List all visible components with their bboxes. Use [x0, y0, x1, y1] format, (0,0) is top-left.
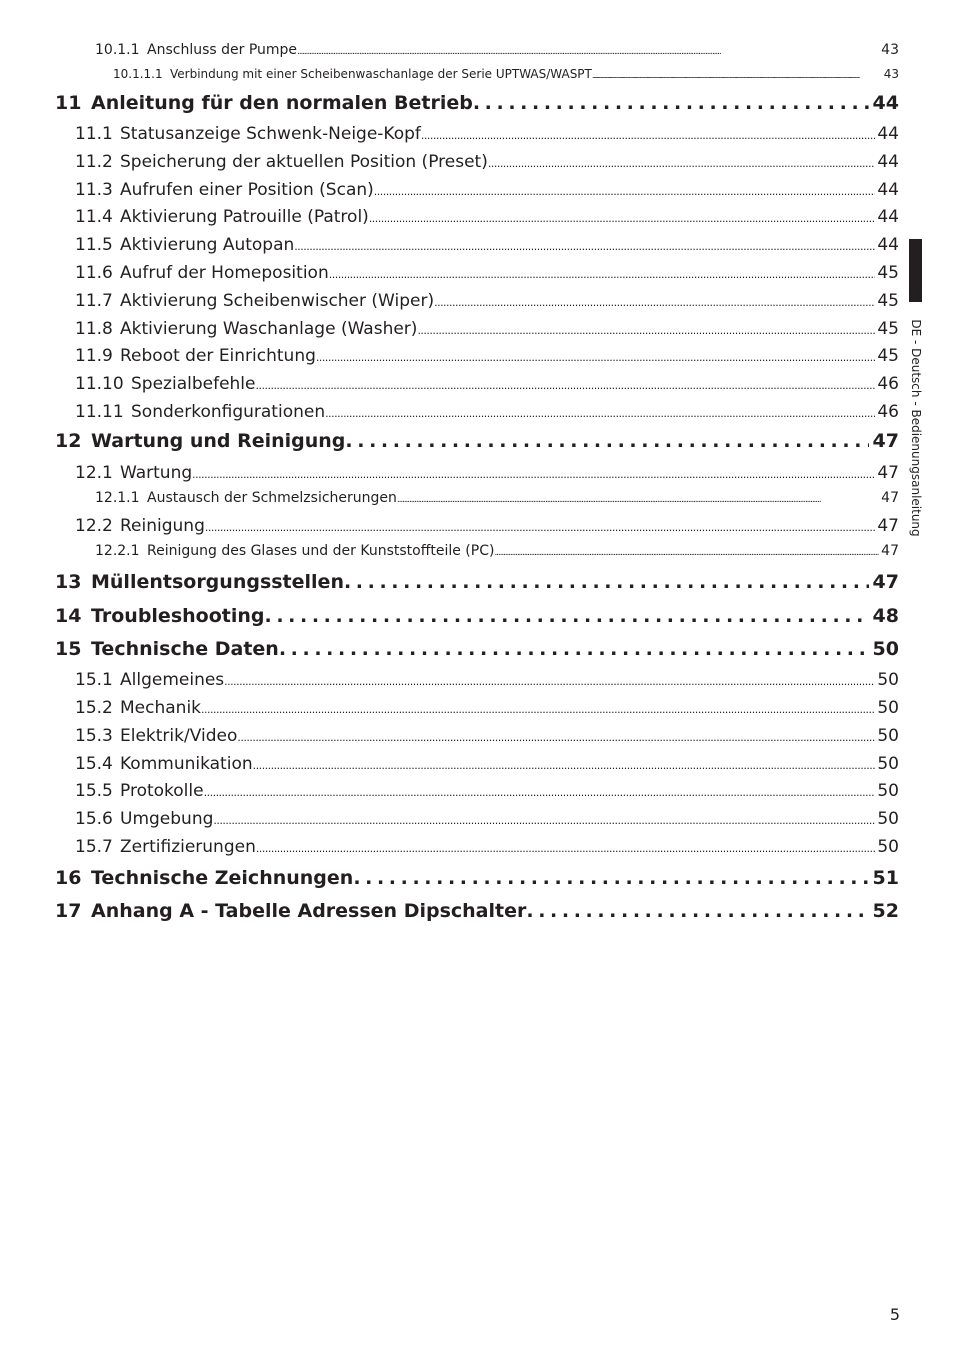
toc-entry-title: Elektrik/Video	[120, 726, 238, 746]
dot-leader	[192, 468, 875, 481]
toc-entry-number: 17	[55, 900, 82, 922]
dot-leader	[345, 430, 868, 452]
toc-entry[interactable]	[0, 180, 954, 202]
toc-entry[interactable]	[0, 374, 954, 396]
toc-entry-page: 44	[877, 180, 899, 200]
toc-entry-page: 47	[872, 571, 899, 593]
toc-entry[interactable]	[0, 263, 954, 285]
dot-leader	[201, 703, 875, 716]
toc-entry[interactable]	[0, 698, 954, 720]
dot-leader	[325, 407, 875, 420]
toc-entry-title: Allgemeines	[120, 670, 225, 690]
toc-entry-number: 11.4	[75, 207, 113, 227]
toc-entry[interactable]	[0, 207, 954, 229]
dot-leader	[397, 495, 879, 505]
toc-entry-page: 47	[881, 543, 899, 559]
toc-entry[interactable]	[0, 638, 954, 662]
toc-entry-number: 12.1.1	[95, 490, 140, 506]
toc-entry-title: Technische Zeichnungen	[91, 867, 354, 889]
toc-entry[interactable]	[0, 867, 954, 891]
toc-entry[interactable]	[0, 571, 954, 595]
toc-entry-number: 12.1	[75, 463, 113, 483]
toc-entry-number: 15.1	[75, 670, 113, 690]
toc-entry-page: 47	[877, 516, 899, 536]
toc-entry-number: 15.7	[75, 837, 113, 857]
dot-leader	[294, 240, 875, 253]
toc-entry[interactable]	[0, 319, 954, 341]
toc-entry-title: Zertifizierungen	[120, 837, 256, 857]
dot-leader	[224, 675, 875, 688]
dot-leader	[265, 605, 869, 627]
toc-entry-page: 50	[877, 809, 899, 829]
toc-entry-title: Troubleshooting	[91, 605, 265, 627]
toc-entry-page: 50	[877, 698, 899, 718]
toc-entry-page: 45	[877, 263, 899, 283]
toc-entry-number: 15.4	[75, 754, 113, 774]
toc-entry-number: 14	[55, 605, 82, 627]
dot-leader	[297, 47, 879, 57]
toc-entry-number: 15.2	[75, 698, 113, 718]
toc-entry-number: 11.9	[75, 346, 113, 366]
toc-entry-page: 46	[877, 374, 899, 394]
toc-entry-number: 11.6	[75, 263, 113, 283]
dot-leader	[279, 638, 869, 660]
toc-entry-number: 11.2	[75, 152, 113, 172]
toc-entry-title: Reinigung	[120, 516, 205, 536]
language-tab-marker	[909, 239, 922, 302]
toc-entry[interactable]	[0, 837, 954, 859]
toc-entry-number: 16	[55, 867, 82, 889]
toc-entry-number: 11.7	[75, 291, 113, 311]
toc-entry-title: Protokolle	[120, 781, 204, 801]
toc-entry-title: Spezialbefehle	[131, 374, 256, 394]
toc-entry-title: Kommunikation	[120, 754, 253, 774]
toc-entry-title: Aktivierung Patrouille (Patrol)	[120, 207, 369, 227]
toc-entry-title: Müllentsorgungsstellen	[91, 571, 344, 593]
toc-entry[interactable]	[0, 900, 954, 924]
toc-entry-number: 11.3	[75, 180, 113, 200]
toc-entry-number: 11.10	[75, 374, 124, 394]
dot-leader	[488, 157, 876, 170]
toc-entry-title: Umgebung	[120, 809, 214, 829]
dot-leader	[417, 324, 875, 337]
toc-entry[interactable]	[0, 754, 954, 776]
toc-entry-title: Sonderkonfigurationen	[131, 402, 326, 422]
toc-entry-number: 11.5	[75, 235, 113, 255]
toc-entry[interactable]	[0, 490, 954, 508]
toc-entry[interactable]	[0, 516, 954, 538]
toc-entry-number: 11.11	[75, 402, 124, 422]
toc-entry[interactable]	[0, 67, 954, 83]
toc-entry-title: Wartung	[120, 463, 193, 483]
toc-entry[interactable]	[0, 605, 954, 629]
toc-entry-number: 15.3	[75, 726, 113, 746]
dot-leader	[421, 129, 875, 142]
toc-entry[interactable]	[0, 430, 954, 454]
toc-entry-title: Wartung und Reinigung	[91, 430, 346, 452]
dot-leader	[205, 521, 876, 534]
toc-entry-page: 44	[877, 124, 899, 144]
toc-entry-page: 45	[877, 319, 899, 339]
toc-entry-title: Mechanik	[120, 698, 202, 718]
toc-entry-page: 46	[877, 402, 899, 422]
toc-entry[interactable]	[0, 124, 954, 146]
toc-entry[interactable]	[0, 235, 954, 257]
toc-entry-title: Speicherung der aktuellen Position (Preset)	[120, 152, 488, 172]
dot-leader	[253, 759, 876, 772]
dot-leader	[237, 731, 875, 744]
toc-entry-page: 43	[883, 67, 899, 81]
toc-entry-page: 50	[877, 726, 899, 746]
toc-entry-title: Austausch der Schmelzsicherungen	[147, 490, 397, 506]
toc-entry-page: 44	[877, 207, 899, 227]
toc-entry-title: Anschluss der Pumpe	[147, 42, 298, 58]
toc-entry-page: 48	[872, 605, 899, 627]
toc-entry-page: 45	[877, 346, 899, 366]
toc-entry-number: 13	[55, 571, 82, 593]
toc-entry-title: Verbindung mit einer Scheibenwaschanlage der Serie UPTWAS/WASPT	[170, 67, 592, 81]
toc-entry-title: Statusanzeige Schwenk-Neige-Kopf	[120, 124, 421, 144]
toc-entry[interactable]	[0, 670, 954, 692]
dot-leader	[255, 379, 875, 392]
toc-entry-title: Anleitung für den normalen Betrieb	[91, 92, 473, 114]
toc-entry-page: 43	[881, 42, 899, 58]
dot-leader	[494, 548, 879, 558]
toc-entry-page: 50	[877, 754, 899, 774]
toc-entry-number: 12.2	[75, 516, 113, 536]
toc-entry[interactable]	[0, 402, 954, 424]
toc-entry-title: Technische Daten	[91, 638, 279, 660]
toc-entry-page: 52	[872, 900, 899, 922]
dot-leader	[374, 185, 876, 198]
toc-entry-page: 44	[877, 152, 899, 172]
toc-entry[interactable]	[0, 781, 954, 803]
toc-entry-page: 51	[872, 867, 899, 889]
toc-entry[interactable]	[0, 346, 954, 368]
side-language-label: DE - Deutsch - Bedienungsanleitung	[909, 319, 923, 537]
toc-entry-title: Aktivierung Scheibenwischer (Wiper)	[120, 291, 435, 311]
toc-entry-number: 11	[55, 92, 82, 114]
dot-leader	[329, 268, 876, 281]
toc-entry-page: 47	[881, 490, 899, 506]
toc-entry-page: 44	[877, 235, 899, 255]
toc-entry-title: Anhang A - Tabelle Adressen Dipschalter	[91, 900, 527, 922]
toc-entry-number: 15.6	[75, 809, 113, 829]
dot-leader	[369, 212, 876, 225]
toc-entry[interactable]	[0, 543, 954, 561]
toc-entry-number: 12.2.1	[95, 543, 140, 559]
dot-leader	[592, 71, 882, 80]
toc-entry-page: 50	[877, 781, 899, 801]
dot-leader	[213, 814, 875, 827]
toc-entry-number: 11.1	[75, 124, 113, 144]
dot-leader	[353, 867, 868, 889]
toc-entry[interactable]	[0, 809, 954, 831]
toc-entry-title: Reinigung des Glases und der Kunststoffteile (PC)	[147, 543, 495, 559]
dot-leader	[344, 571, 869, 593]
toc-entry-title: Aktivierung Autopan	[120, 235, 295, 255]
toc-entry-number: 10.1.1	[95, 42, 140, 58]
toc-entry[interactable]	[0, 291, 954, 313]
toc-entry[interactable]	[0, 92, 954, 116]
toc-entry-title: Aktivierung Waschanlage (Washer)	[120, 319, 418, 339]
dot-leader	[256, 842, 876, 855]
toc-entry-number: 15.5	[75, 781, 113, 801]
toc-entry-page: 47	[877, 463, 899, 483]
toc-entry-number: 12	[55, 430, 82, 452]
toc-entry-page: 50	[877, 670, 899, 690]
dot-leader	[526, 900, 868, 922]
dot-leader	[434, 296, 875, 309]
toc-entry[interactable]	[0, 726, 954, 748]
toc-entry-page: 45	[877, 291, 899, 311]
toc-entry[interactable]	[0, 42, 954, 60]
toc-entry[interactable]	[0, 152, 954, 174]
toc-entry-number: 10.1.1.1	[113, 67, 163, 81]
toc-entry-page: 50	[877, 837, 899, 857]
toc-entry-page: 44	[872, 92, 899, 114]
dot-leader	[316, 351, 875, 364]
dot-leader	[473, 92, 869, 114]
page-number: 5	[889, 1305, 900, 1324]
toc-entry-title: Reboot der Einrichtung	[120, 346, 316, 366]
toc-entry-title: Aufrufen einer Position (Scan)	[120, 180, 374, 200]
toc-entry-title: Aufruf der Homeposition	[120, 263, 329, 283]
dot-leader	[204, 786, 876, 799]
toc-entry-page: 47	[872, 430, 899, 452]
toc-entry-page: 50	[872, 638, 899, 660]
toc-entry-number: 15	[55, 638, 82, 660]
toc-entry[interactable]	[0, 463, 954, 485]
toc-entry-number: 11.8	[75, 319, 113, 339]
